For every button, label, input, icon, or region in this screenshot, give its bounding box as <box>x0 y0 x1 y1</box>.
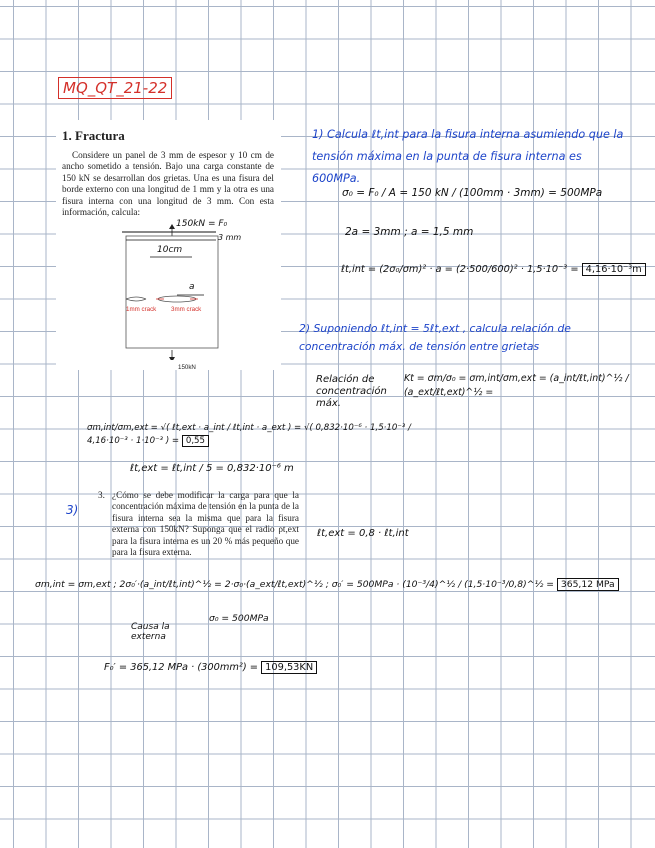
q1-result: 4,16·10⁻³m <box>582 263 646 276</box>
q3-cause-note: Causa la externa <box>131 622 170 642</box>
q3-final-result: 109,53KN <box>261 661 317 674</box>
q2-kt-formula: Kt = σm/σ₀ = σm,int/σm,ext = (a_int/ℓt,int)^½ / (a_ext/ℓt,ext)^½ = <box>404 373 629 398</box>
q3-final-line <box>104 662 317 673</box>
q1-lt-line <box>341 264 646 275</box>
q3-equation-formula: σm,int = σm,ext ; 2σ₀′·(a_int/ℓt,int)^½ = 2·σ₀·(a_ext/ℓt,ext)^½ ; σ₀′ = 500MPa · (10⁻³/4)^½ / (1,5·10⁻³/0,8)^½ = <box>35 579 554 590</box>
figure-top-load: 150kN = F₀ <box>176 219 228 229</box>
q2-ratio-formula: σm,int/σm,ext = √( ℓt,ext · a_int / ℓt,int · a_ext ) = √( 0,832·10⁻⁶ · 1,5·10⁻³ / 4,16·10⁻³ · 1·10⁻³ ) = <box>87 423 411 446</box>
q3-equation-result: 365,12 MPa <box>557 578 619 591</box>
q2-result: 0,55 <box>182 435 209 447</box>
crack-panel-figure <box>56 220 281 360</box>
q3-label: 3) <box>66 503 79 517</box>
figure-crack1-label: 1mm crack <box>126 306 157 313</box>
q3-radius-note: ℓt,ext = 0,8 · ℓt,int <box>317 528 409 539</box>
figure-width: 10cm <box>157 245 183 255</box>
textbook-excerpt <box>56 120 281 370</box>
figure-bottom-load: 150kN <box>178 364 196 371</box>
q3-sigma-note: σ₀ = 500MPa <box>209 613 269 624</box>
document-tag: MQ_QT_21-22 <box>58 77 172 99</box>
figure-crack-a: a <box>189 282 195 292</box>
q2-lt-ext-line: ℓt,ext = ℓt,int / 5 = 0,832·10⁻⁶ m <box>130 463 294 474</box>
q2-title: 2) Suponiendo ℓt,int = 5ℓt,ext , calcula relación de concentración máx. de tensión entre grietas <box>299 322 571 353</box>
figure-crack2-label: 3mm crack <box>171 306 202 313</box>
figure-thickness: 3 mm <box>218 233 242 242</box>
problem-title: 1. Fractura <box>62 128 125 143</box>
q1-lt-formula: ℓt,int = (2σ₀/σm)² · a = (2·500/600)² · 1,5·10⁻³ = <box>341 264 579 275</box>
q1-stress-line: σ₀ = F₀ / A = 150 kN / (100mm · 3mm) = 500MPa <box>342 187 603 199</box>
q3-equation <box>35 580 619 591</box>
problem-intro: Considere un panel de 3 mm de espesor y 10 cm de ancho sometido a tensión. Bajo una carga constante de 150 kN se desarrollan dos grietas. Una es una fisura del borde externo con una longitud de 1 mm y la otra es una fisura interna con una longitud de 3 mm. Con esta información, calcula: <box>62 150 274 218</box>
q1-title: 1) Calcula ℓt,int para la fisura interna asumiendo que la tensión máxima en la punta de fisura interna es 600MPa. <box>312 128 624 185</box>
q3-final-formula: F₀′ = 365,12 MPa · (300mm²) = <box>104 662 259 673</box>
q3-number: 3. <box>98 490 105 500</box>
q3-text: ¿Cómo se debe modificar la carga para que la concentración máxima de tensión en la punta de la fisura interna sea la misma que para la fisura externa con 150kN? Suponga que el radio ρt,ext para la fisura interna es un 20 % más pequeño que para la fisura externa. <box>112 490 299 558</box>
q2-ratio-line <box>87 422 422 448</box>
q2-label: Relación de concentración máx. <box>316 374 387 409</box>
q1-a-line: 2a = 3mm ; a = 1,5 mm <box>345 226 474 238</box>
